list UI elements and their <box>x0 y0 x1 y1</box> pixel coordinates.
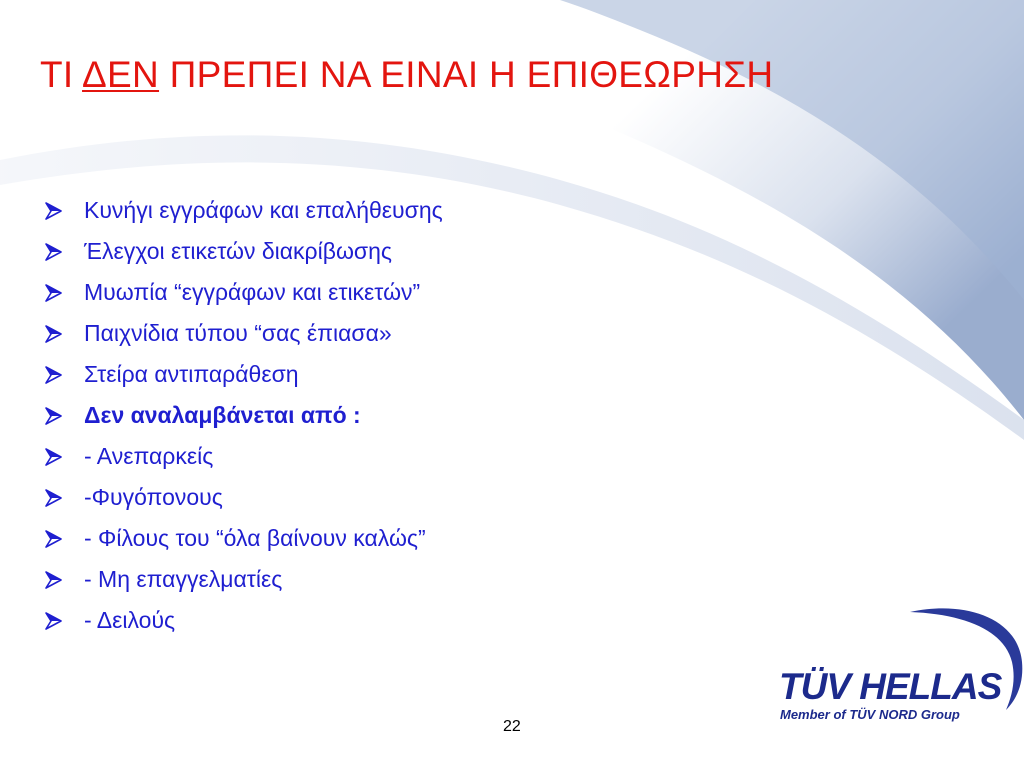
bullet-text: - Μη επαγγελματίες <box>84 566 283 592</box>
arrow-bullet-icon <box>44 325 62 343</box>
arrow-bullet-icon <box>44 530 62 548</box>
bullet-text: - Ανεπαρκείς <box>84 443 214 469</box>
arrow-bullet-icon <box>44 407 62 425</box>
bullet-text: - Φίλους του “όλα βαίνουν καλώς” <box>84 525 426 551</box>
bullet-text: - Δειλούς <box>84 607 176 633</box>
arrow-bullet-icon <box>44 366 62 384</box>
bullet-text: Έλεγχοι ετικετών διακρίβωσης <box>84 238 393 264</box>
logo-wordmark: TÜV HELLAS <box>779 666 1002 707</box>
bullet-item <box>44 477 443 518</box>
bullet-text: Παιχνίδια τύπου “σας έπιασα» <box>84 320 392 346</box>
bullet-text: Στείρα αντιπαράθεση <box>84 361 299 387</box>
bullet-text: Μυωπία “εγγράφων και ετικετών” <box>84 279 421 305</box>
arrow-bullet-icon <box>44 202 62 220</box>
bullet-item <box>44 436 443 477</box>
arrow-bullet-icon <box>44 243 62 261</box>
bullet-text: Κυνήγι εγγράφων και επαλήθευσης <box>84 197 443 223</box>
arrow-bullet-icon <box>44 284 62 302</box>
bullet-item <box>44 559 443 600</box>
bullet-item <box>44 313 443 354</box>
title-part-underlined: ΔΕΝ <box>82 54 160 95</box>
title-part-3: ΠΡΕΠΕΙ ΝΑ ΕΙΝΑΙ Η ΕΠΙΘΕΩΡΗΣΗ <box>159 54 774 95</box>
bullet-item <box>44 272 443 313</box>
arrow-bullet-icon <box>44 612 62 630</box>
arrow-bullet-icon <box>44 489 62 507</box>
bullet-item <box>44 190 443 231</box>
bullet-text: -Φυγόπονους <box>84 484 223 510</box>
page-number: 22 <box>503 718 521 735</box>
bullet-list <box>44 190 443 641</box>
title-part-1: ΤΙ <box>40 54 83 95</box>
bullet-text: Δεν αναλαμβάνεται από : <box>84 402 361 428</box>
logo-tagline: Member of TÜV NORD Group <box>780 707 960 722</box>
slide-title <box>40 54 773 96</box>
bullet-item <box>44 231 443 272</box>
bullet-item <box>44 395 443 436</box>
arrow-bullet-icon <box>44 571 62 589</box>
bullet-item <box>44 518 443 559</box>
bullet-item <box>44 600 443 641</box>
arrow-bullet-icon <box>44 448 62 466</box>
bullet-item <box>44 354 443 395</box>
